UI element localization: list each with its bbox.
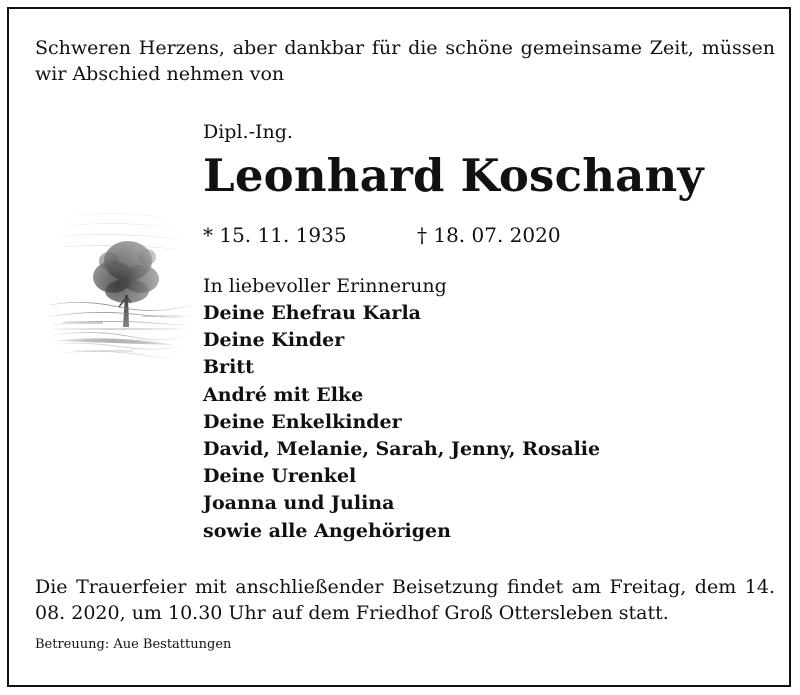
funeral-home-credit: Betreuung: Aue Bestattungen — [35, 637, 232, 652]
intro-text: Schweren Herzens, aber dankbar für die schöne gemeinsame Zeit, müssen wir Abschied nehmen von — [35, 37, 775, 85]
family-line: Deine Urenkel — [203, 465, 357, 488]
funeral-service-text: Die Trauerfeier mit anschließender Beisetzung findet am Freitag, dem 14. 08. 2020, um 10.30 Uhr auf dem Friedhof Groß Ottersleben statt. — [35, 576, 775, 624]
obituary-notice — [7, 7, 791, 687]
family-list — [203, 273, 600, 545]
family-line: Deine Enkelkinder — [203, 410, 402, 433]
birth-date: * 15. 11. 1935 — [203, 223, 347, 247]
tree-landscape-image — [43, 195, 193, 375]
family-line: Joanna und Julina — [203, 492, 395, 515]
family-line: David, Melanie, Sarah, Jenny, Rosalie — [203, 438, 601, 461]
family-line: sowie alle Angehörigen — [203, 519, 451, 542]
family-line: Deine Kinder — [203, 329, 345, 352]
family-line: Britt — [203, 356, 254, 379]
family-line: Deine Ehefrau Karla — [203, 302, 421, 324]
title-prefix: Dipl.-Ing. — [203, 121, 293, 143]
family-intro: In liebevoller Erinnerung — [203, 275, 447, 297]
deceased-name: Leonhard Koschany — [203, 149, 704, 202]
life-dates — [203, 223, 561, 247]
death-date: † 18. 07. 2020 — [417, 223, 561, 247]
family-line: André mit Elke — [203, 383, 364, 406]
